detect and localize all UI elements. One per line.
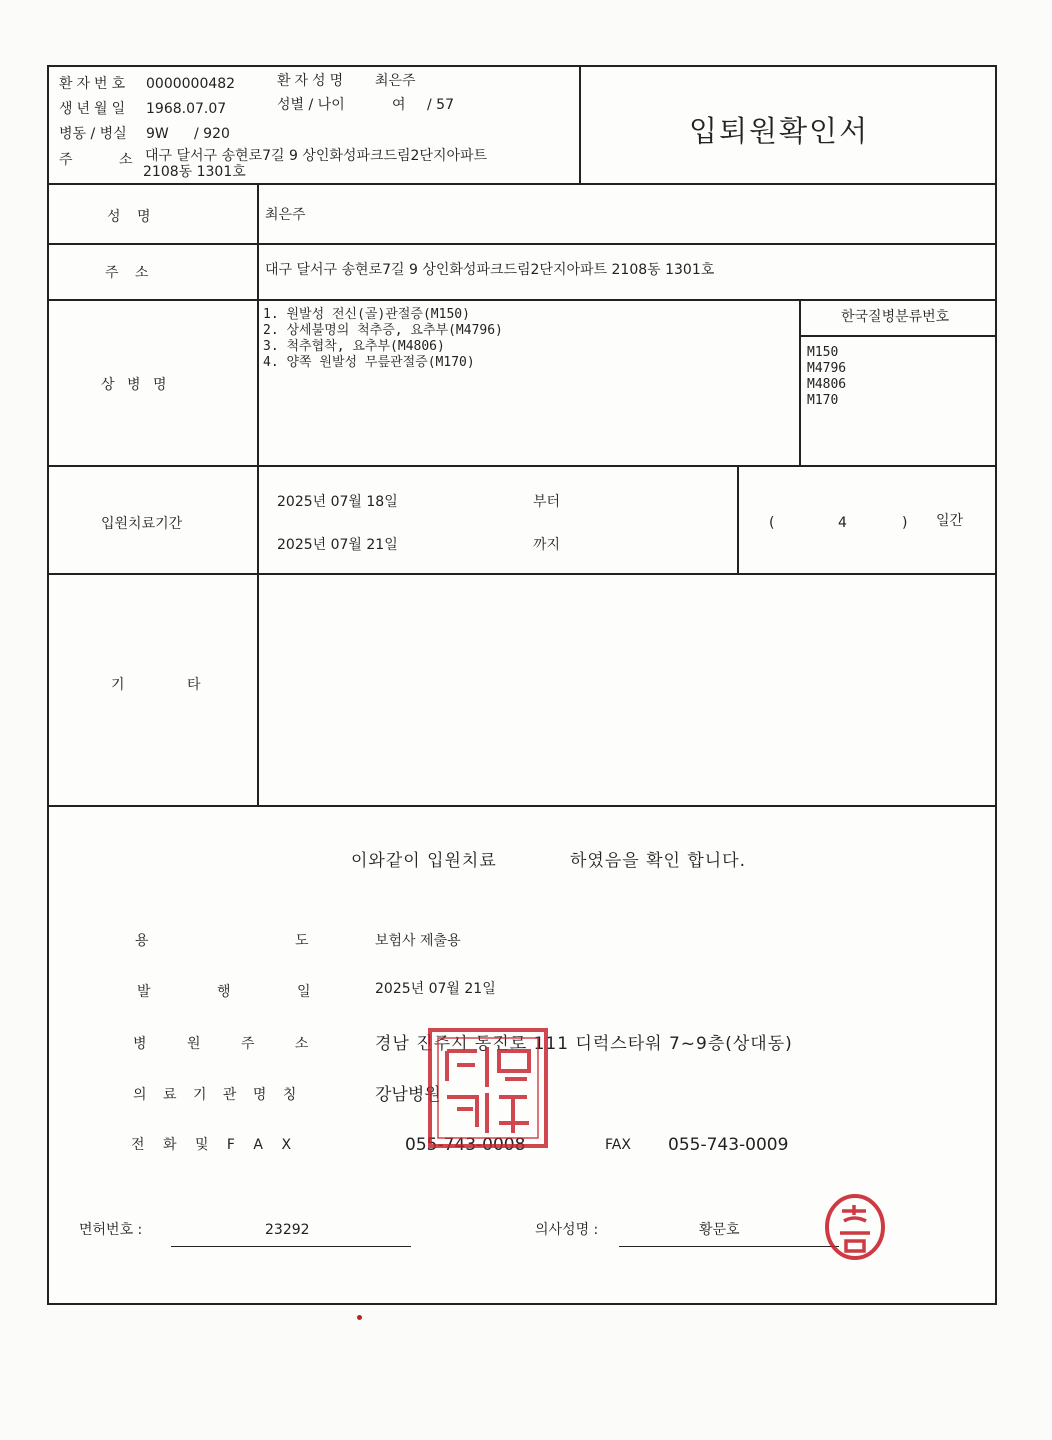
hospital-seal (427, 1027, 549, 1149)
kcd-code: M4806 (807, 377, 847, 392)
purpose-label: 용 도 (135, 933, 309, 949)
ward-label: 병동 / 병실 (59, 126, 127, 142)
header-address-label-1: 주 (59, 152, 73, 168)
license-label: 면허번호 : (79, 1222, 143, 1238)
phone-number: 055-743-0008 (405, 1135, 526, 1155)
days-count: 4 (838, 515, 847, 531)
license-underline (171, 1246, 411, 1247)
diagnosis-item: 2. 상세불명의 척추증, 요추부(M4796) (263, 323, 503, 338)
days-divider (737, 465, 739, 573)
doctor-seal (824, 1193, 886, 1261)
row-line (49, 243, 995, 245)
issue-date: 2025년 07월 21일 (375, 981, 496, 997)
diagnosis-item: 1. 원발성 전신(골)관절증(M150) (263, 307, 470, 322)
kcd-header: 한국질병분류번호 (841, 309, 950, 325)
period-from: 2025년 07월 18일 (277, 494, 398, 510)
diagnosis-item: 3. 척추협착, 요추부(M4806) (263, 339, 445, 354)
name-value: 최은주 (265, 207, 306, 223)
hospital-name-label: 의 료 기 관 명 칭 (133, 1087, 297, 1103)
header-address-line2: 2108동 1301호 (143, 164, 246, 180)
admission-certificate (47, 65, 997, 1305)
ward: 9W (146, 126, 169, 142)
patient-no-label: 환자번호 (59, 76, 130, 92)
label-column-divider (257, 183, 259, 805)
row-line (49, 805, 995, 807)
doctor-label: 의사성명 : (535, 1222, 599, 1238)
patient-no: 0000000482 (146, 76, 236, 92)
header-address-line1: 대구 달서구 송현로7길 9 상인화성파크드림2단지아파트 (145, 148, 488, 164)
to-label: 까지 (533, 537, 561, 553)
period-to: 2025년 07월 21일 (277, 537, 398, 553)
kcd-code: M170 (807, 393, 839, 408)
hospital-address-label: 병 원 주 소 (133, 1036, 309, 1052)
confirmation-statement-part1: 이와같이 입원치료 (351, 851, 497, 871)
period-label: 입원치료기간 (101, 516, 183, 532)
row-line (49, 183, 995, 185)
kcd-code: M150 (807, 345, 839, 360)
room: / 920 (194, 126, 230, 142)
document-title: 입퇴원확인서 (689, 114, 870, 148)
doctor-underline (619, 1246, 839, 1247)
license-number: 23292 (265, 1222, 310, 1238)
kcd-divider (799, 299, 801, 465)
header-divider (579, 67, 581, 183)
sex-age-label: 성별 / 나이 (277, 97, 345, 113)
issue-date-label: 발 행 일 (137, 984, 311, 1000)
days-open-paren: ( (769, 515, 775, 531)
name-label: 성 명 (107, 209, 157, 225)
birth-label: 생년월일 (59, 101, 130, 117)
ink-dot (357, 1315, 362, 1320)
sex: 여 (392, 97, 406, 113)
row-line (49, 465, 995, 467)
hospital-name: 강남병원 (375, 1085, 441, 1105)
address-value: 대구 달서구 송현로7길 9 상인화성파크드림2단지아파트 2108동 1301호 (265, 262, 715, 278)
kcd-code-list (807, 345, 846, 409)
patient-name: 최은주 (375, 73, 416, 89)
diagnosis-label: 상 병 명 (101, 377, 171, 393)
birth-date: 1968.07.07 (146, 101, 227, 117)
row-line (49, 299, 995, 301)
purpose-value: 보험사 제출용 (375, 933, 461, 949)
diagnosis-item: 4. 양쪽 원발성 무릎관절증(M170) (263, 355, 475, 370)
kcd-code: M4796 (807, 361, 847, 376)
patient-name-label: 환자성명 (277, 73, 348, 89)
fax-number: 055-743-0009 (668, 1135, 789, 1155)
other-label: 기 타 (111, 677, 201, 693)
days-unit: 일간 (936, 513, 964, 529)
kcd-header-line (799, 335, 995, 337)
phone-fax-label: 전 화 및 F A X (131, 1137, 292, 1153)
diagnosis-list (263, 307, 503, 371)
confirmation-statement-part2: 하였음을 확인 합니다. (570, 851, 747, 871)
fax-label: FAX (605, 1137, 631, 1153)
doctor-name: 황문호 (699, 1222, 740, 1238)
days-close-paren: ) (902, 515, 908, 531)
age: / 57 (427, 97, 454, 113)
hospital-address: 경남 진주시 동진로 111 디럭스타워 7~9층(상대동) (375, 1034, 793, 1054)
from-label: 부터 (533, 494, 561, 510)
row-line (49, 573, 995, 575)
address-label: 주 소 (105, 265, 155, 281)
header-address-label-2: 소 (119, 152, 133, 168)
